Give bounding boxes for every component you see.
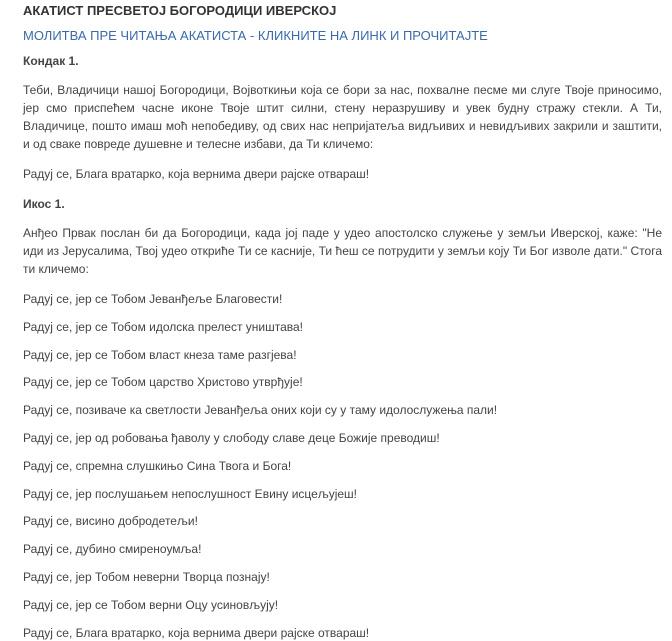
ikos-line: Радуј се, јер се Тобом Јеванђеље Благовести!: [23, 292, 283, 306]
ikos-line: Радуј се, јер се Тобом царство Христово утврђује!: [23, 375, 303, 390]
ikos-heading: Икос 1.: [23, 197, 65, 211]
ikos-line: Радуј се, спремна слушкињо Сина Твога и Бога!: [23, 458, 292, 473]
ikos-text: Анђео Првак послан би да Богородици, када јој паде у удео апостолско служење у земљи Иверској, каже: "Не иди из Јерусалима, Твој удео откриће Ти се касније, Ти ћеш се потрудити у земљи коју Ти Бог изволе дати." Стога ти кличемо:: [23, 226, 662, 276]
ikos-line: Радуј се, јер се Тобом верни Оцу усиновљују!: [23, 597, 279, 612]
page-title: АКАТИСТ ПРЕСВЕТОЈ БОГОРОДИЦИ ИВЕРСКОЈ: [23, 3, 337, 18]
ikos-line: Радуј се, дубино смиреноумља!: [23, 542, 202, 557]
ikos-lines: [23, 292, 662, 641]
ikos-line: Радуј се, Блага вратарко, која вернима двери рајске отвараш!: [23, 625, 370, 640]
ikos-line: Радуј се, висино добродетељи!: [23, 514, 198, 529]
ikos-line: Радуј се, јер Тобом неверни Творца познају!: [23, 569, 270, 584]
prayer-link[interactable]: МОЛИТВА ПРЕ ЧИТАЊА АКАТИСТА - КЛИКНИТЕ НА ЛИНК И ПРОЧИТАЈТЕ: [23, 28, 488, 43]
ikos-line: Радуј се, јер од робовања ђаволу у слободу славе деце Божије преводиш!: [23, 430, 440, 445]
ikos-line: Радуј се, јер се Тобом власт кнеза таме разгјева!: [23, 347, 297, 362]
ikos-line: Радуј се, јер се Тобом идолска прелест уништава!: [23, 319, 304, 334]
kondak-refrain: Радуј се, Блага вратарко, која вернима двери рајске отвараш!: [23, 167, 370, 181]
kondak-heading: Кондак 1.: [23, 54, 79, 68]
kondak-text: Теби, Владичици нашој Богородици, Војвоткињи која се бори за нас, похвалне песме ми слуге Твоје приносимо, јер смо приспећем часне иконе Твоје штит силни, стену неразрушиву и увек будну стражу стекли. А Ти, Владичице, пошто имаш моћ непобедиву, од свих нас непријатеља видљивих и невидљивих закрили и заштити, и од сваке повреде душевне и телесне избави, да Ти кличемо:: [23, 83, 662, 151]
ikos-line: Радуј се, јер послушањем непослушност Евину исцељујеш!: [23, 486, 358, 501]
ikos-line: Радуј се, позиваче ка светлости Јеванђеља оних који су у таму идолослужења пали!: [23, 403, 498, 418]
